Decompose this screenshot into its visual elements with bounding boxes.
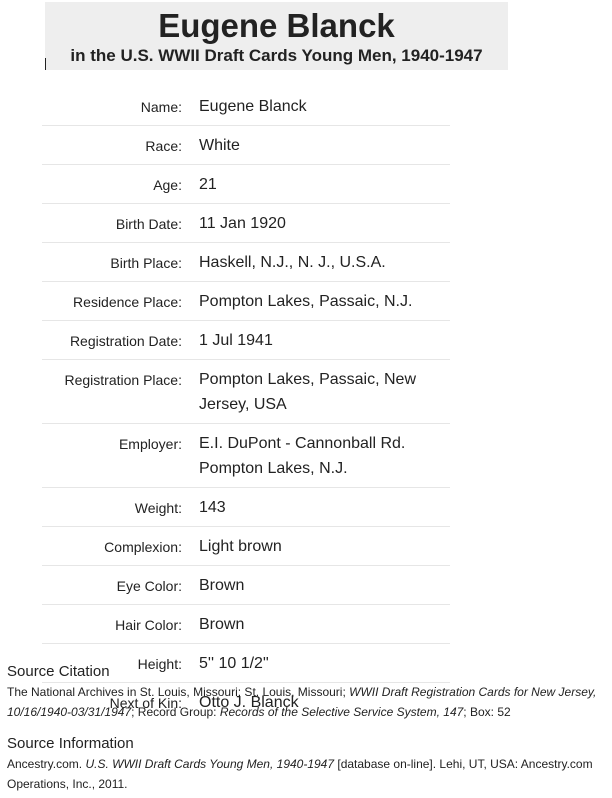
field-label: Registration Place:	[42, 360, 182, 424]
field-value: 143	[182, 488, 450, 527]
source-information	[7, 734, 607, 794]
record-header	[45, 2, 508, 70]
field-label: Birth Place:	[42, 243, 182, 282]
field-value: Brown	[182, 566, 450, 605]
field-row-name	[42, 87, 450, 126]
field-value: 1 Jul 1941	[182, 321, 450, 360]
source-citation-text: The National Archives in St. Louis, Missouri; St. Louis, Missouri; WWII Draft Registration Cards for New Jersey, 10/16/1940-03/31/1947; Record Group: Records of the Selective Service System, 147; Box: 52	[7, 685, 597, 719]
text-cursor	[45, 58, 46, 70]
field-value: Brown	[182, 605, 450, 644]
field-value: Light brown	[182, 527, 450, 566]
field-value: Otto J. Blanck	[199, 694, 299, 711]
source-citation-heading: Source Citation	[7, 663, 110, 680]
field-label: Age:	[42, 165, 182, 204]
field-value: Eugene Blanck	[182, 87, 450, 126]
collection-title: in the U.S. WWII Draft Cards Young Men, 1940-1947	[70, 46, 483, 65]
field-row-eye-color	[42, 566, 450, 605]
field-row-race	[42, 126, 450, 165]
field-row-residence-place	[42, 282, 450, 321]
record-fields-table	[42, 87, 450, 721]
field-label: Employer:	[42, 424, 182, 488]
field-row-birth-place	[42, 243, 450, 282]
field-label: Complexion:	[42, 527, 182, 566]
field-label: Race:	[42, 126, 182, 165]
field-value: White	[182, 126, 450, 165]
field-row-birth-date	[42, 204, 450, 243]
field-row-hair-color	[42, 605, 450, 644]
field-value: E.I. DuPont - Cannonball Rd. Pompton Lakes, N.J.	[182, 424, 450, 488]
field-value: Pompton Lakes, Passaic, New Jersey, USA	[182, 360, 450, 424]
field-row-registration-date	[42, 321, 450, 360]
field-label: Name:	[42, 87, 182, 126]
source-information-text: Ancestry.com. U.S. WWII Draft Cards Young Men, 1940-1947 [database on-line]. Lehi, UT, USA: Ancestry.com Operations, Inc., 2011.	[7, 757, 593, 791]
field-value: Pompton Lakes, Passaic, N.J.	[182, 282, 450, 321]
field-value: 21	[182, 165, 450, 204]
field-label: Birth Date:	[42, 204, 182, 243]
field-row-employer	[42, 424, 450, 488]
field-label: Next of Kin:	[109, 695, 182, 711]
field-label: Registration Date:	[42, 321, 182, 360]
source-citation	[7, 662, 607, 722]
field-value: Haskell, N.J., N. J., U.S.A.	[182, 243, 450, 282]
source-information-heading: Source Information	[7, 735, 134, 752]
field-label: Height:	[42, 644, 182, 683]
field-label: Eye Color:	[42, 566, 182, 605]
field-row-weight	[42, 488, 450, 527]
field-label: Hair Color:	[42, 605, 182, 644]
field-label: Residence Place:	[42, 282, 182, 321]
field-row-age	[42, 165, 450, 204]
person-name-title: Eugene Blanck	[158, 7, 395, 44]
field-value: 5'' 10 1/2"	[182, 644, 450, 683]
field-label: Weight:	[42, 488, 182, 527]
field-row-complexion	[42, 527, 450, 566]
field-row-registration-place	[42, 360, 450, 424]
field-value: 11 Jan 1920	[182, 204, 450, 243]
